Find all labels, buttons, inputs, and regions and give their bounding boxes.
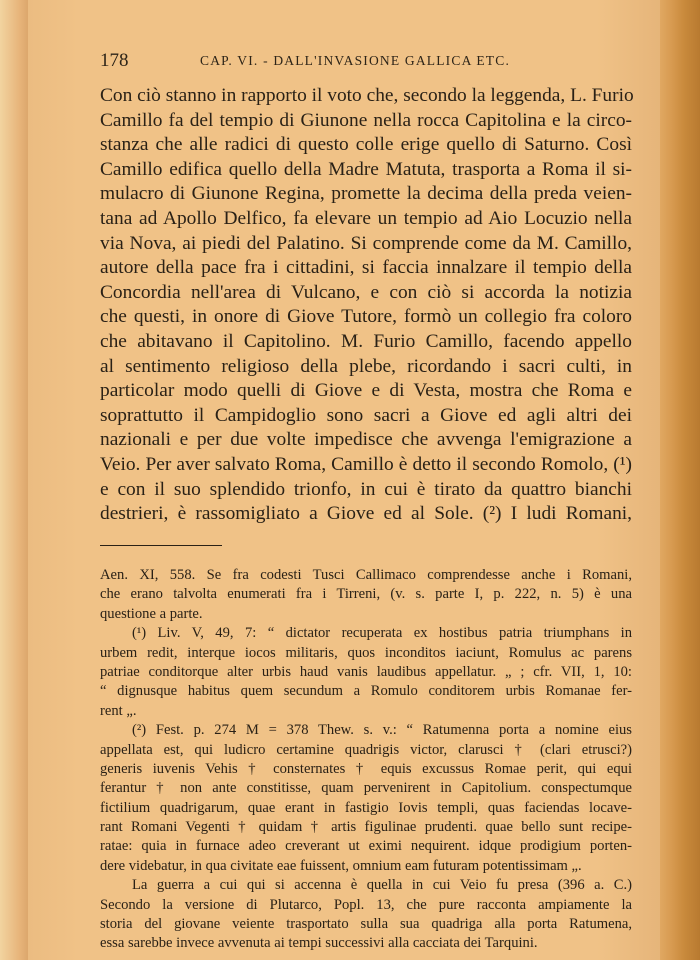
body-line: al sentimento religioso della plebe, ricordando i sacri culti, in	[100, 355, 632, 377]
footnotes	[100, 566, 632, 954]
running-head: CAP. VI. - DALL'INVASIONE GALLICA ETC.	[200, 53, 511, 68]
footnote-line: patriae conditorque alter urbis haud vanis laudibus appellatur. „ ; cfr. VII, 1, 10:	[100, 663, 632, 680]
body-line: nazionali e per due volte impedisce che avvenga l'emigrazione a	[100, 429, 632, 451]
footnote-line: questione a parte.	[100, 605, 203, 622]
footnote-separator	[100, 545, 222, 546]
scan-left-margin	[0, 0, 28, 960]
body-line: stanza che alle radici di questo colle erige quello di Saturno. Così	[100, 134, 632, 156]
footnote-line: rant Romani Vegenti † quidam † artis figulinae prudenti. quae bello sunt recipe-	[100, 819, 632, 836]
body-line: soprattutto il Campidoglio sono sacri a Giove ed agli altri dei	[100, 404, 632, 426]
body-line: Concordia nell'area di Vulcano, e con ciò si accorda la notizia	[100, 281, 632, 303]
footnote-line: Aen. XI, 558. Se fra codesti Tusci Callimaco comprendesse anche i Romani,	[100, 567, 632, 583]
footnote-line: (²) Fest. p. 274 M = 378 Thew. s. v.: “ Ratumenna porta a nomine eius	[132, 722, 632, 739]
body-line: tana ad Apollo Delfico, fa elevare un tempio ad Aio Locuzio nella	[100, 207, 632, 229]
footnote-line: storia del giovane veiente trasportato sulla sua quadriga alla porta Ratumena,	[100, 916, 632, 933]
footnote-line: fictilium quadrigarum, quae erant in fastigio Iovis templi, quas faciendas locave-	[100, 799, 632, 816]
body-line: destrieri, è rassomigliato a Giove ed al Sole. (²) I ludi Romani,	[100, 503, 632, 525]
main-text	[100, 84, 632, 527]
footnote-line: “ dignusque habitus quem secundum a Romulo conditorem urbis Romanae fer-	[100, 683, 632, 700]
footnote-line: dere videbatur, in qua civitate eae fuissent, omnium eam futuram potentissimam „.	[100, 857, 582, 874]
body-line: particolar modo quelli di Giove e di Vesta, mostra che Roma e	[100, 380, 632, 402]
footnote-line: ferantur † non ante constitisse, quam pervenirent in Capitolium. conspectumque	[100, 780, 632, 797]
book-spine-shadow	[660, 0, 700, 960]
footnote-line: essa sarebbe invece avvenuta ai tempi successivi alla cacciata dei Tarquini.	[100, 935, 538, 952]
body-line: mulacro di Giunone Regina, promette la decima della preda veien-	[100, 183, 632, 205]
footnote-line: che erano talvolta enumerati fra i Tirreni, (v. s. parte I, p. 222, n. 5) è una	[100, 586, 632, 603]
body-line: che questi, in onore di Giove Tutore, formò un collegio fra coloro	[100, 306, 632, 328]
footnote-line: Secondo la versione di Plutarco, Popl. 13, che pure racconta ampiamente la	[100, 896, 632, 913]
footnote-line: appellata est, qui ludicro certamine quadrigis victor, clarusci † (clari etrusci?)	[100, 741, 632, 758]
body-line: via Nova, ai piedi del Palatino. Si comprende come da M. Camillo,	[100, 232, 632, 254]
footnote-line: ratae: quia in furnace adeo creverant ut eximi nequirent. idque prodigium porten-	[100, 838, 632, 855]
footnote-line: (¹) Liv. V, 49, 7: “ dictator recuperata ex hostibus patria triumphans in	[132, 625, 632, 642]
body-line: che abitavano il Capitolino. M. Furio Camillo, facendo appello	[100, 330, 632, 352]
footnote-line: La guerra a cui qui si accenna è quella in cui Veio fu presa (396 a. C.)	[132, 877, 632, 894]
page-header	[100, 50, 632, 72]
body-line: autore della pace fra i cittadini, si faccia innalzare il tempio della	[100, 257, 632, 279]
footnote-line: rent „.	[100, 702, 137, 719]
page-number: 178	[100, 50, 129, 71]
body-line: Veio. Per aver salvato Roma, Camillo è detto il secondo Romolo, (¹)	[100, 453, 632, 475]
body-line: e con il suo splendido trionfo, in cui è tirato da quattro bianchi	[100, 478, 632, 500]
body-line: Camillo edifica quello della Madre Matuta, trasporta a Roma il si-	[100, 158, 632, 180]
body-line: Camillo fa del tempio di Giunone nella rocca Capitolina e la circo-	[100, 109, 632, 131]
footnote-line: urbem redit, interque iocos militaris, quos inconditos iaciunt, Romulus ac parens	[100, 644, 632, 661]
body-line: Con ciò stanno in rapporto il voto che, secondo la leggenda, L. Furio	[100, 85, 634, 106]
footnote-line: generis iuvenis Vehis † consternates † equis excussus Romae perit, qui equi	[100, 760, 632, 777]
